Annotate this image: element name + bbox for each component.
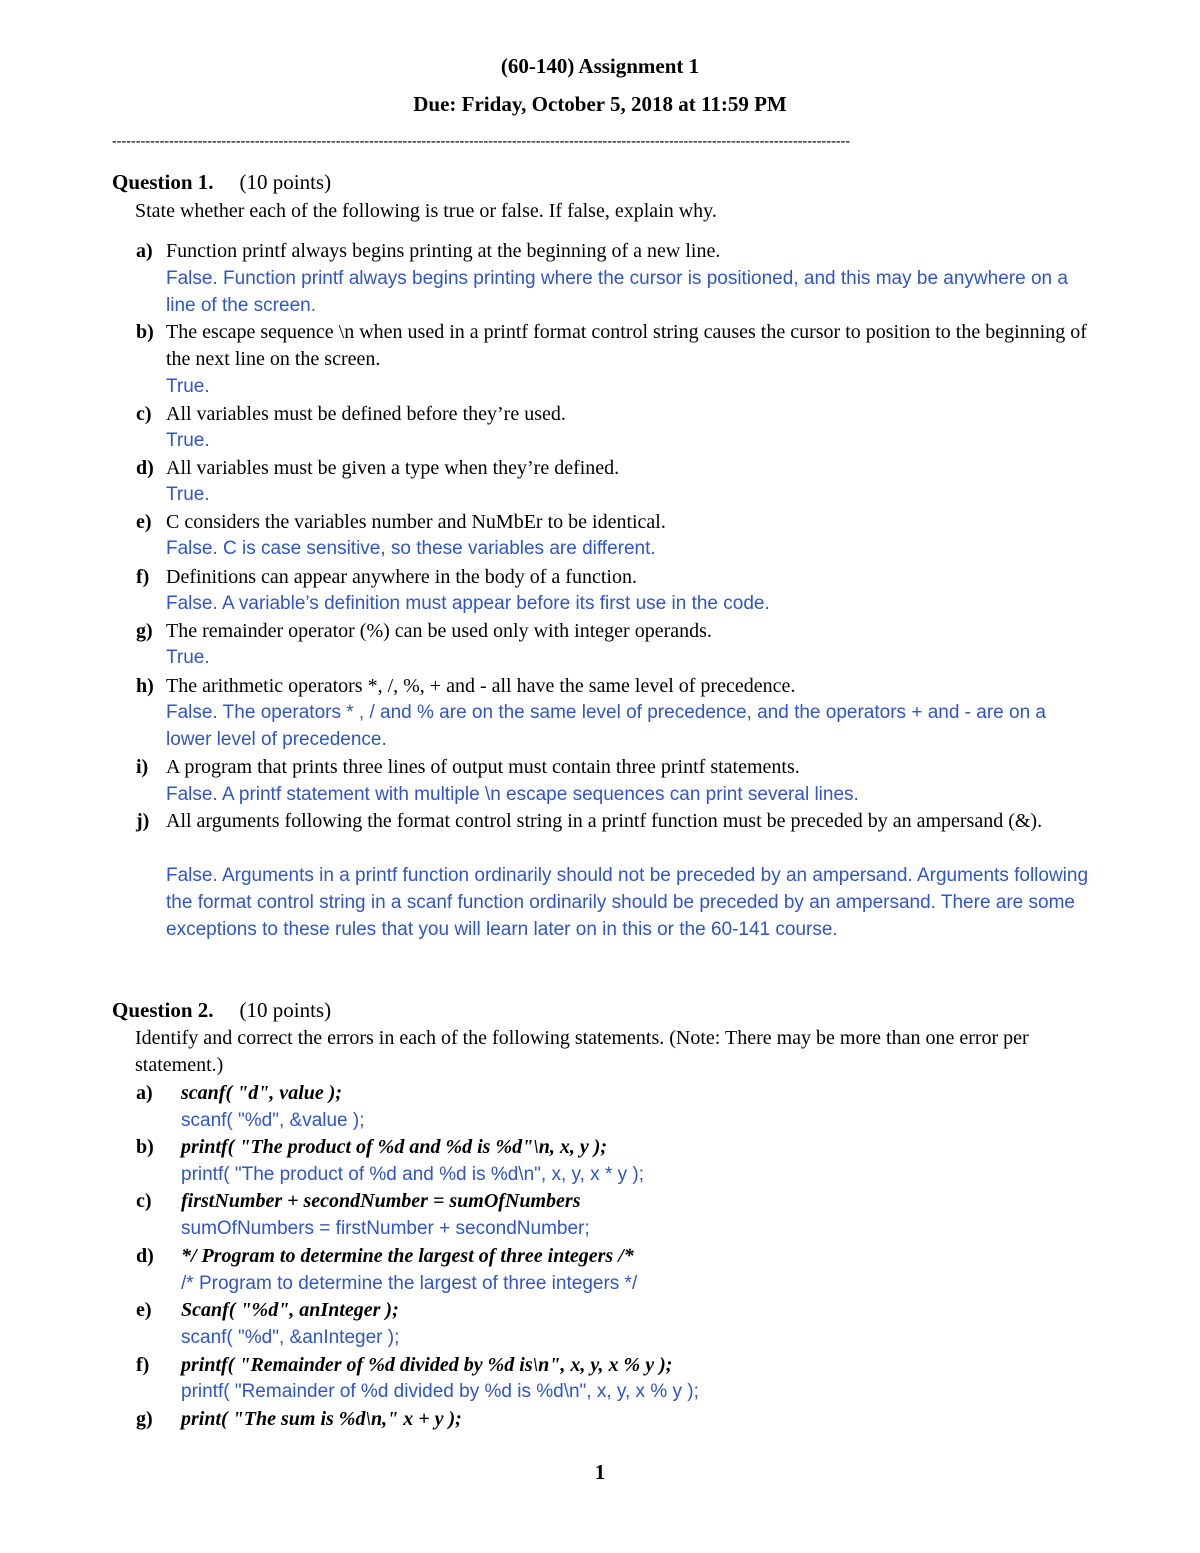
- q2-item-question: printf( "Remainder of %d divided by %d is\n", x, y, x % y );: [181, 1354, 673, 1376]
- q1-item-letter: g): [136, 620, 153, 642]
- q1-item-letter: e): [136, 511, 152, 533]
- q1-item-answer: False. The operators * , / and % are on the same level of precedence, and the operators + and - are on a lower level of precedence.: [166, 702, 1046, 750]
- document-title: (60-140) Assignment 1: [500, 54, 700, 78]
- q1-item-answer: False. A variable’s definition must appear before its first use in the code.: [166, 593, 770, 614]
- q2-item-letter: e): [136, 1299, 152, 1321]
- q2-item-question: firstNumber + secondNumber = sumOfNumbers: [181, 1190, 581, 1212]
- q1-item-question: A program that prints three lines of output must contain three printf statements.: [166, 756, 800, 778]
- q1-item-letter: f): [136, 566, 150, 588]
- question-2-heading: [112, 998, 331, 1023]
- q1-item-question: All arguments following the format control string in a printf function must be preceded by an ampersand (&).: [166, 810, 1043, 832]
- q1-item-question: C considers the variables number and NuMbEr to be identical.: [166, 511, 666, 533]
- q1-item-answer: True.: [166, 430, 210, 451]
- q1-item-answer: True.: [166, 376, 210, 397]
- q2-item-question: printf( "The product of %d and %d is %d"\n, x, y );: [181, 1136, 608, 1158]
- question-1-points: (10 points): [239, 170, 332, 194]
- q1-item-letter: j): [136, 810, 150, 832]
- q2-item-answer: scanf( "%d", &value );: [181, 1110, 365, 1131]
- divider-rule: -----------------------------------------------------------------------------------------------------------------------------------------------------------: [112, 134, 851, 149]
- q1-item-question: All variables must be given a type when they’re defined.: [166, 457, 620, 479]
- q2-item-answer: scanf( "%d", &anInteger );: [181, 1327, 400, 1348]
- question-1-label: Question 1.: [112, 170, 214, 194]
- question-2-label: Question 2.: [112, 998, 214, 1022]
- q2-item-question: Scanf( "%d", anInteger );: [181, 1299, 399, 1321]
- q1-item-question: All variables must be defined before they’re used.: [166, 403, 566, 425]
- q1-item-letter: c): [136, 403, 152, 425]
- due-date: Due: Friday, October 5, 2018 at 11:59 PM: [413, 92, 787, 116]
- q1-item-question: The escape sequence \n when used in a printf format control string causes the cursor to position to the beginning of the next line on the screen.: [166, 321, 1087, 370]
- q2-item-letter: c): [136, 1190, 152, 1212]
- q2-item-answer: sumOfNumbers = firstNumber + secondNumber;: [181, 1218, 590, 1239]
- q1-item-letter: a): [136, 240, 153, 262]
- q2-item-letter: d): [136, 1245, 154, 1267]
- q1-item-letter: h): [136, 675, 154, 697]
- q1-item-answer: True.: [166, 647, 210, 668]
- q1-item-answer: True.: [166, 484, 210, 505]
- q1-item-question: Function printf always begins printing at the beginning of a new line.: [166, 240, 721, 262]
- q1-item-answer: False. A printf statement with multiple \n escape sequences can print several lines.: [166, 784, 859, 805]
- question-1-heading: [112, 170, 331, 195]
- q2-item-answer: printf( "The product of %d and %d is %d\n", x, y, x * y );: [181, 1164, 644, 1185]
- q1-item-question: The remainder operator (%) can be used only with integer operands.: [166, 620, 712, 642]
- q2-item-letter: f): [136, 1354, 150, 1376]
- q2-item-question: scanf( "d", value );: [181, 1082, 343, 1104]
- q1-item-answer: False. C is case sensitive, so these variables are different.: [166, 538, 656, 559]
- q2-item-question: */ Program to determine the largest of three integers /*: [181, 1245, 634, 1267]
- page-number: 1: [594, 1460, 606, 1484]
- q2-item-letter: g): [136, 1408, 153, 1430]
- q2-item-question: print( "The sum is %d\n," x + y );: [181, 1408, 462, 1430]
- q2-item-answer: /* Program to determine the largest of three integers */: [181, 1273, 638, 1294]
- q2-item-letter: a): [136, 1082, 153, 1104]
- question-2-instruction: Identify and correct the errors in each of the following statements. (Note: There may be more than one error per statement.): [135, 1027, 1029, 1076]
- q2-item-answer: printf( "Remainder of %d divided by %d is %d\n", x, y, x % y );: [181, 1381, 699, 1402]
- question-1-instruction: State whether each of the following is true or false. If false, explain why.: [135, 200, 717, 222]
- q1-item-letter: b): [136, 321, 154, 343]
- question-2-points: (10 points): [239, 998, 332, 1022]
- q1-item-answer: False. Arguments in a printf function ordinarily should not be preceded by an ampersand. Arguments following the format control string in a scanf function ordinarily should be preceded by an ampersand. There are some exceptions to these rules that you will learn later on in this or the 60-141 course.: [166, 865, 1089, 940]
- q1-item-letter: i): [136, 756, 149, 778]
- q1-item-letter: d): [136, 457, 154, 479]
- q2-item-letter: b): [136, 1136, 154, 1158]
- q1-item-question: The arithmetic operators *, /, %, + and - all have the same level of precedence.: [166, 675, 796, 697]
- q1-item-question: Definitions can appear anywhere in the body of a function.: [166, 566, 637, 588]
- q1-item-answer: False. Function printf always begins printing where the cursor is positioned, and this may be anywhere on a line of the screen.: [166, 268, 1068, 316]
